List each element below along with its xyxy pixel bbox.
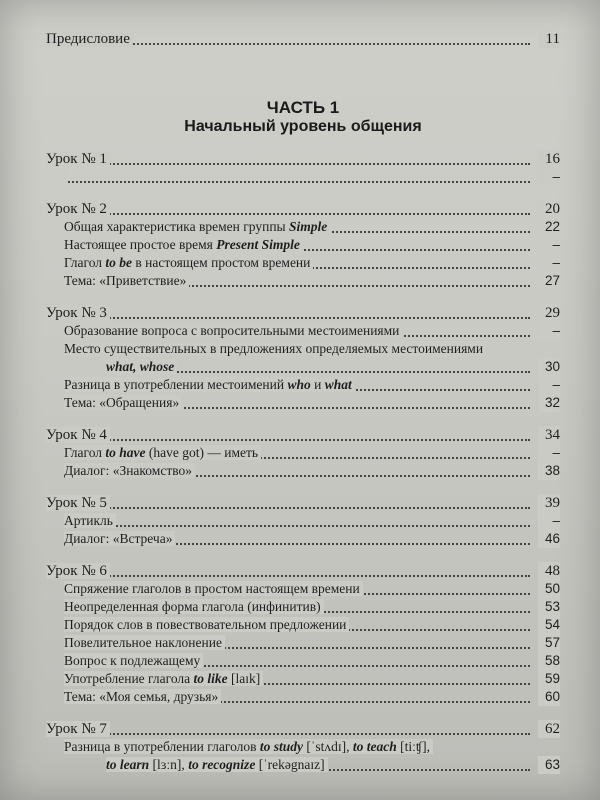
toc-item-page: 58 [538, 652, 560, 670]
toc-item[interactable] [64, 394, 560, 412]
leader-dots [46, 213, 530, 215]
lesson-block [46, 562, 560, 706]
lesson-title: Урок № 7 [46, 721, 110, 737]
toc-item-page: 22 [538, 218, 560, 236]
toc-item[interactable] [64, 322, 560, 340]
lesson-title: Урок № 4 [46, 427, 110, 443]
lesson-title: Урок № 1 [46, 151, 110, 167]
leader-dots [46, 439, 530, 441]
lesson-block [46, 720, 560, 774]
lesson-title-row[interactable] [46, 426, 560, 444]
toc-item-label: Общая характеристика времен группы Simple [64, 219, 330, 234]
toc-item[interactable] [64, 616, 560, 634]
toc-item-label: Употребление глагола to like [laɪk] [64, 671, 263, 686]
leader-dots [64, 181, 530, 183]
toc-item-label: Спряжение глаголов в простом настоящем времени [64, 581, 363, 596]
toc-lessons [46, 136, 560, 774]
lesson-page: 20 [538, 200, 560, 218]
toc-item-page: 30 [538, 358, 560, 376]
toc-item-page: 63 [538, 756, 560, 774]
toc-item-label: Глагол to be в настоящем простом времени [64, 255, 313, 270]
toc-item-label: Вопрос к подлежащему [64, 653, 203, 668]
toc-item[interactable] [64, 598, 560, 616]
toc-item-page: – [538, 168, 560, 186]
toc-item-page: 57 [538, 634, 560, 652]
toc-item-page: – [538, 236, 560, 254]
toc-item[interactable] [64, 462, 560, 480]
lesson-title-row[interactable] [46, 562, 560, 580]
leader-dots [46, 575, 530, 577]
toc-item-label: what, whose [106, 359, 177, 374]
toc-item-label: Тема: «Обращения» [64, 395, 182, 410]
toc-item-label: to learn [lɜːn], to recognize [ˈrekəgnaɪz] [106, 757, 328, 772]
part-title: ЧАСТЬ 1 [266, 98, 340, 117]
toc-item[interactable] [64, 168, 560, 186]
toc-item[interactable] [64, 634, 560, 652]
toc-item-label: Диалог: «Встреча» [64, 531, 175, 546]
lesson-title-row[interactable] [46, 720, 560, 738]
leader-dots [46, 507, 530, 509]
lesson-title: Урок № 2 [46, 201, 110, 217]
lesson-page: 48 [538, 562, 560, 580]
lesson-title: Урок № 3 [46, 305, 110, 321]
toc-item-page: 50 [538, 580, 560, 598]
toc-item-page: 59 [538, 670, 560, 688]
toc-item-page: – [538, 322, 560, 340]
toc-item[interactable] [106, 358, 560, 376]
toc-item[interactable] [64, 218, 560, 236]
toc-item-label: Артикль [64, 513, 116, 528]
toc-item-page: – [538, 254, 560, 272]
leader-dots [46, 163, 530, 165]
toc-item-page: 54 [538, 616, 560, 634]
toc-item-page: 60 [538, 688, 560, 706]
lesson-block [46, 426, 560, 480]
lesson-page: 16 [538, 150, 560, 168]
preface-page: 11 [538, 30, 560, 48]
lesson-page: 62 [538, 720, 560, 738]
part-subtitle: Начальный уровень общения [184, 118, 422, 135]
toc-item-page: 53 [538, 598, 560, 616]
toc-item[interactable] [64, 376, 560, 394]
lesson-block [46, 304, 560, 412]
toc-item-label: Разница в употреблении глаголов to study [ˈstʌdɪ], to teach [tiːʧ], [64, 739, 433, 754]
toc-item[interactable] [106, 756, 560, 774]
leader-dots [46, 733, 530, 735]
lesson-title: Урок № 6 [46, 563, 110, 579]
toc-item-label: Порядок слов в повествовательном предложении [64, 617, 349, 632]
toc-item[interactable] [64, 254, 560, 272]
lesson-title: Урок № 5 [46, 495, 110, 511]
lesson-block [46, 150, 560, 186]
preface-entry[interactable] [46, 30, 560, 48]
toc-item[interactable] [64, 512, 560, 530]
toc-item[interactable] [64, 670, 560, 688]
toc-item-label: Глагол to have (have got) — иметь [64, 445, 261, 460]
toc-item[interactable] [64, 580, 560, 598]
lesson-block [46, 494, 560, 548]
toc-item-label: Образование вопроса с вопросительными местоимениями [64, 323, 402, 338]
lesson-title-row[interactable] [46, 150, 560, 168]
leader-dots [46, 317, 530, 319]
lesson-title-row[interactable] [46, 494, 560, 512]
toc-item-page: – [538, 444, 560, 462]
toc-item-label: Место существительных в предложениях определяемых местоимениями [64, 341, 486, 356]
toc-item-page: – [538, 376, 560, 394]
preface-label: Предисловие [46, 31, 133, 47]
toc-item-label: Тема: «Моя семья, друзья» [64, 689, 221, 704]
leader-dots [64, 525, 530, 527]
lesson-block [46, 200, 560, 290]
toc-item-label: Настоящее простое время Present Simple [64, 237, 303, 252]
toc-item-label [64, 169, 67, 184]
toc-item[interactable] [64, 340, 560, 358]
toc-item[interactable] [64, 444, 560, 462]
toc-item-label: Разница в употреблении местоимений who и what [64, 377, 355, 392]
toc-item-page: 46 [538, 530, 560, 548]
toc-item[interactable] [64, 652, 560, 670]
toc-item-label: Неопределенная форма глагола (инфинитив) [64, 599, 324, 614]
toc-item-page: – [538, 512, 560, 530]
toc-item[interactable] [64, 272, 560, 290]
toc-item[interactable] [64, 738, 560, 756]
toc-item[interactable] [64, 688, 560, 706]
toc-item-page: 27 [538, 272, 560, 290]
toc-item-label: Тема: «Приветствие» [64, 273, 189, 288]
toc-item-label: Диалог: «Знакомство» [64, 463, 195, 478]
toc-item-page: 32 [538, 394, 560, 412]
lesson-title-row[interactable] [46, 200, 560, 218]
toc-item[interactable] [64, 530, 560, 548]
lesson-page: 39 [538, 494, 560, 512]
toc-item-page: 38 [538, 462, 560, 480]
lesson-page: 34 [538, 426, 560, 444]
lesson-page: 29 [538, 304, 560, 322]
lesson-title-row[interactable] [46, 304, 560, 322]
toc-item-label: Повелительное наклонение [64, 635, 225, 650]
toc-item[interactable] [64, 236, 560, 254]
